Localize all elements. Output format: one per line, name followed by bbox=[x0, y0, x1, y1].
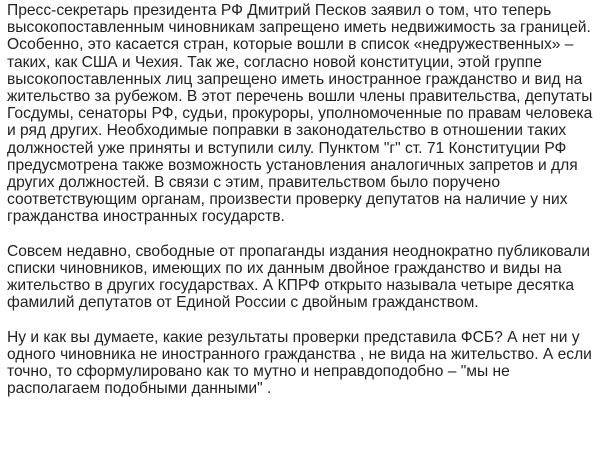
article-paragraph-2: Совсем недавно, свободные от пропаганды издания неоднократно публиковали списки чиновников, имеющих по их данным двойное гражданство и виды на жительство в других государствах. А КПРФ открыто называла четыре десятка фамилий депутатов от Единой России с двойным гражданством. bbox=[7, 242, 590, 312]
article-paragraph-3: Ну и как вы думаете, какие результаты проверки представила ФСБ? А нет ни у одного чиновника не иностранного гражданства , не вида на жительство. А если точно, то сформулировано как то мутно и неправдоподобно – "мы не располагаем подобными данными" . bbox=[7, 328, 592, 398]
article-paragraph-1: Пресс-секретарь президента РФ Дмитрий Песков заявил о том, что теперь высокопоставленным чиновникам запрещено иметь недвижимость за границей. Особенно, это касается стран, которые вошли в список «недружественных» – таких, как США и Чехия. Так же, согласно новой конституции, этой группе высокопоставленных лиц запрещено иметь иностранное гражданство и вид на жительство за рубежом. В этот перечень вошли члены правительства, депутаты Госдумы, сенаторы РФ, судьи, прокуроры, уполномоченные по правам человека и ряд других. Необходимые поправки в законодательство в отношении таких должностей уже приняты и вступили силу. Пунктом "г" ст. 71 Конституции РФ предусмотрена также возможность установления аналогичных запретов и для других должностей. В связи с этим, правительством было поручено соответствующим органам, произвести проверку депутатов на наличие у них гражданства иностранных государств. bbox=[7, 2, 593, 226]
